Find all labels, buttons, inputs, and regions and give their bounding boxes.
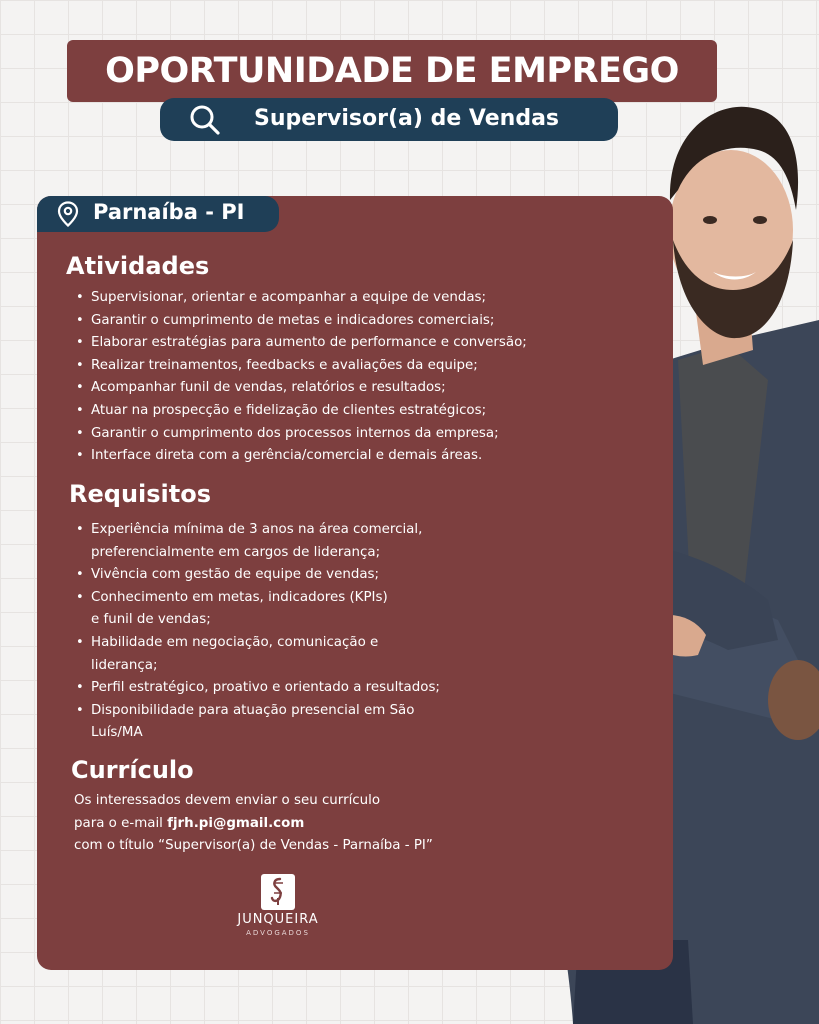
junqueira-logo-icon (261, 874, 295, 910)
list-item: • Interface direta com a gerência/comercial e demais áreas. (76, 445, 527, 468)
atividades-title: Atividades (66, 252, 210, 280)
list-item-line: liderança; (91, 657, 158, 673)
email-link[interactable]: fjrh.pi@gmail.com (167, 815, 305, 831)
search-icon (188, 103, 222, 137)
curriculo-line-1: Os interessados devem enviar o seu currículo (74, 793, 381, 808)
page-title: OPORTUNIDADE DE EMPREGO (105, 51, 679, 91)
list-item-line: • Conhecimento em metas, indicadores (KPIs) (91, 589, 388, 605)
logo-name: JUNQUEIRA (237, 912, 319, 927)
list-item-line: preferencialmente em cargos de liderança; (91, 544, 381, 560)
list-item-line: • Vivência com gestão de equipe de vendas; (91, 567, 380, 583)
list-item (76, 519, 440, 564)
list-item (76, 677, 440, 700)
logo-subtitle: ADVOGADOS (246, 929, 310, 937)
list-item: • Garantir o cumprimento de metas e indicadores comerciais; (76, 310, 527, 333)
curriculo-line-3: com o título “Supervisor(a) de Vendas - Parnaíba - PI” (74, 838, 433, 853)
list-item (76, 700, 440, 745)
curriculo-text (74, 790, 433, 858)
location-badge (37, 196, 279, 232)
list-item-line: • Habilidade em negociação, comunicação e (91, 634, 379, 650)
list-item: • Atuar na prospecção e fidelização de clientes estratégicos; (76, 400, 527, 423)
list-item (76, 632, 440, 677)
list-item: • Garantir o cumprimento dos processos internos da empresa; (76, 423, 527, 446)
list-item (76, 587, 440, 632)
list-item: • Elaborar estratégias para aumento de performance e conversão; (76, 332, 527, 355)
list-item-line: • Disponibilidade para atuação presencial em São (91, 702, 415, 718)
list-item: • Acompanhar funil de vendas, relatórios e resultados; (76, 377, 527, 400)
list-item-line: Luís/MA (91, 725, 143, 741)
list-item (76, 564, 440, 587)
atividades-list (76, 287, 527, 468)
curriculo-line-2-prefix: para o e-mail (74, 815, 168, 831)
requisitos-title: Requisitos (69, 480, 212, 508)
list-item-line: e funil de vendas; (91, 612, 211, 628)
curriculo-line-2 (74, 813, 433, 836)
location-label: Parnaíba - PI (93, 200, 245, 224)
requisitos-list (76, 519, 440, 745)
role-title: Supervisor(a) de Vendas (254, 106, 560, 131)
curriculo-title: Currículo (71, 756, 194, 784)
list-item-line: • Experiência mínima de 3 anos na área comercial, (91, 522, 423, 537)
map-pin-icon (57, 201, 79, 227)
list-item: • Realizar treinamentos, feedbacks e avaliações da equipe; (76, 355, 527, 378)
list-item-line: • Perfil estratégico, proativo e orientado a resultados; (91, 680, 440, 696)
list-item: • Supervisionar, orientar e acompanhar a equipe de vendas; (76, 287, 527, 310)
